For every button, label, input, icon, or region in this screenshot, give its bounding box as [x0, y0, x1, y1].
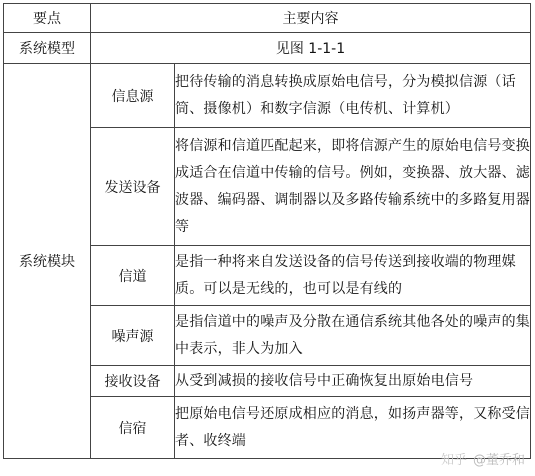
- module-name: 噪声源: [91, 306, 175, 366]
- module-desc: 把待传输的消息转换成原始电信号，分为模拟信源（话筒、摄像机）和数字信源（电传机、计算机）: [175, 64, 531, 128]
- module-desc: 把原始电信号还原成相应的消息，如扬声器等，又称受信者、收终端: [175, 397, 531, 459]
- module-name: 信宿: [91, 397, 175, 459]
- module-name: 信息源: [91, 64, 175, 128]
- watermark-site: 知乎: [440, 453, 467, 468]
- model-content: 见图 1-1-1: [91, 33, 531, 64]
- model-label: 系统模型: [4, 33, 91, 64]
- module-desc: 是指一种将来自发送设备的信号传送到接收端的物理媒质。可以是无线的，也可以是有线的: [175, 246, 531, 306]
- module-desc: 从受到减损的接收信号中正确恢复出原始电信号: [175, 366, 531, 397]
- module-name: 接收设备: [91, 366, 175, 397]
- watermark-author: @董乔和: [472, 453, 525, 468]
- module-desc: 将信源和信道匹配起来，即将信源产生的原始电信号变换成适合在信道中传输的信号。例如，变换器、放大器、滤波器、编码器、调制器以及多路传输系统中的多路复用器等: [175, 128, 531, 246]
- module-name: 发送设备: [91, 128, 175, 246]
- header-col-content: 主要内容: [91, 4, 531, 33]
- module-name: 信道: [91, 246, 175, 306]
- comm-system-table: [3, 3, 531, 459]
- modules-label: 系统模块: [4, 64, 91, 459]
- header-row: [4, 4, 531, 33]
- watermark: [441, 449, 525, 468]
- model-row: [4, 33, 531, 64]
- header-col-points: 要点: [4, 4, 91, 33]
- module-desc: 是指信道中的噪声及分散在通信系统其他各处的噪声的集中表示，非人为加入: [175, 306, 531, 366]
- module-row: [4, 64, 531, 128]
